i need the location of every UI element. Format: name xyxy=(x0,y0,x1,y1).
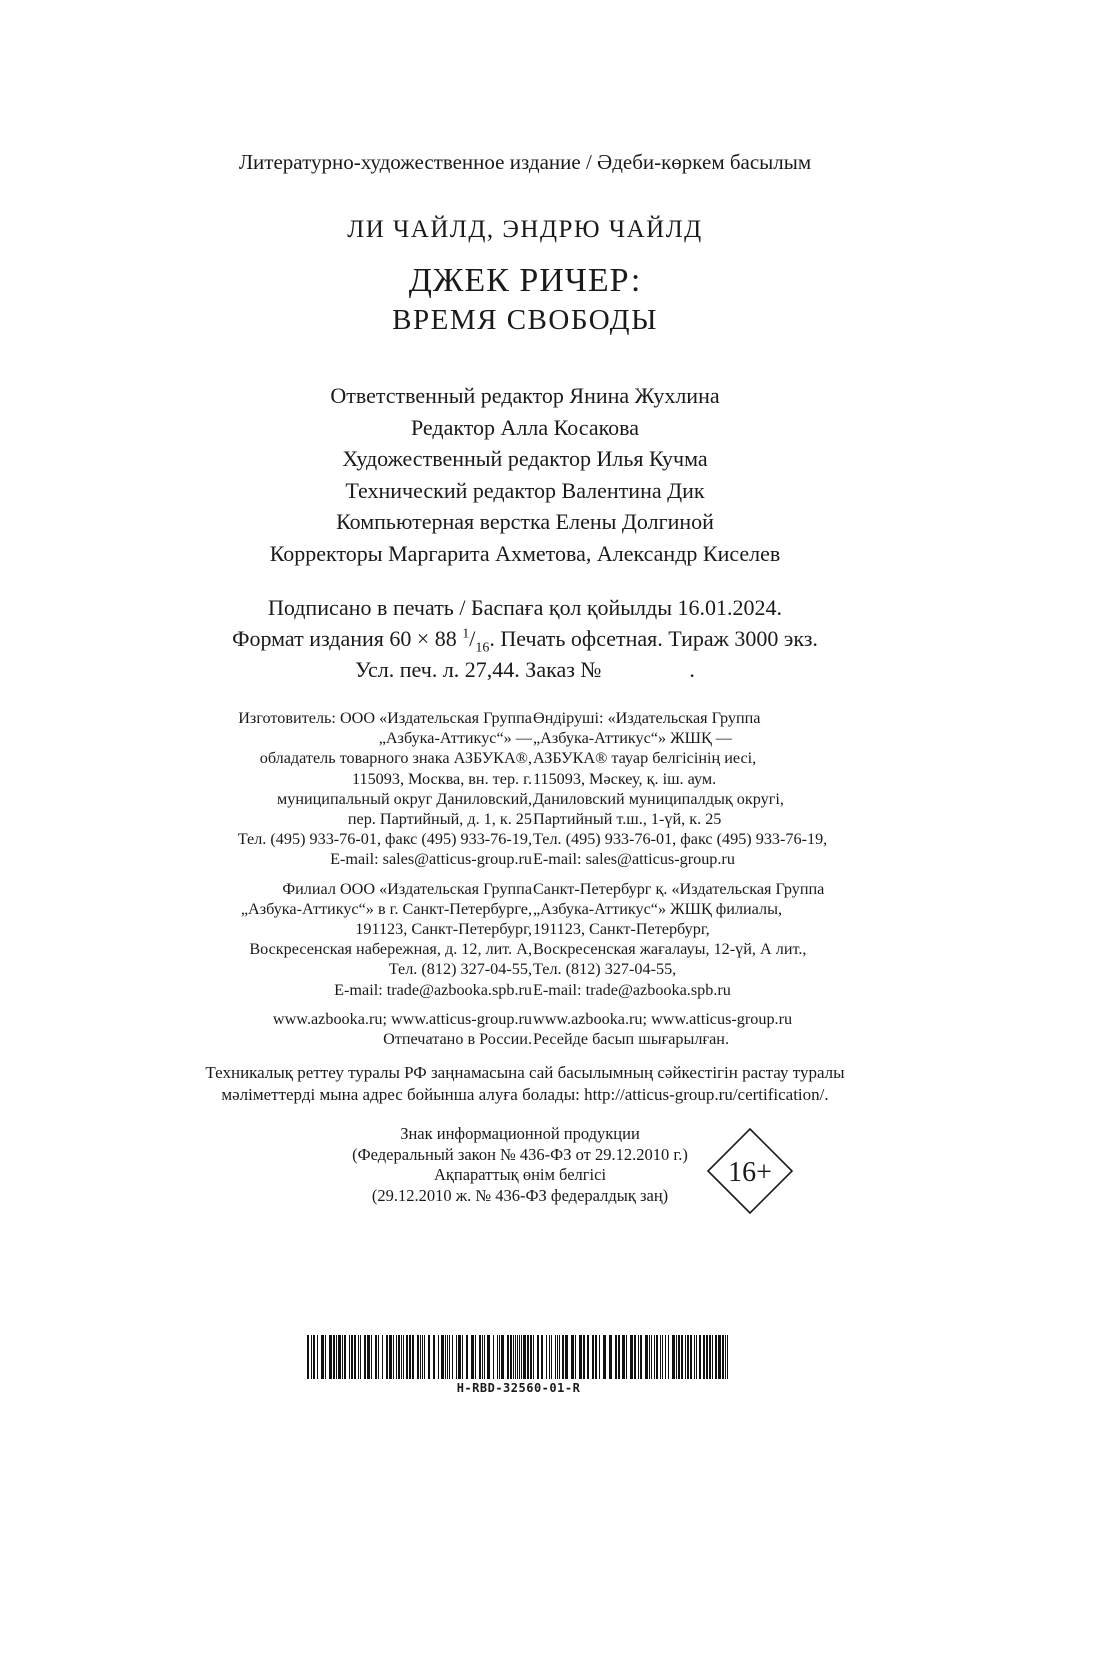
note-line: мәліметтерді мына адрес бойынша алуға болады: http://atticus-group.ru/certification/. xyxy=(221,1084,829,1104)
ru-line: Изготовитель: ООО «Издательская Группа xyxy=(238,709,532,727)
sign-line: Ақпараттық өнім белгісі xyxy=(433,1165,607,1184)
ru-line: E-mail: trade@azbooka.spb.ru xyxy=(334,980,532,999)
sign-line: Знак информационной продукции xyxy=(400,1124,640,1143)
book-authors: ЛИ ЧАЙЛД, ЭНДРЮ ЧАЙЛД xyxy=(347,216,703,243)
age-rating-label: 16+ xyxy=(728,1157,772,1188)
sign-line: (Федеральный закон № 436-ФЗ от 29.12.2010 г.) xyxy=(352,1144,688,1164)
book-title-line2: ВРЕМЯ СВОБОДЫ xyxy=(392,304,658,336)
ru-line: „Азбука-Аттикус“» в г. Санкт-Петербурге, xyxy=(240,899,532,918)
kz-line: Санкт-Петербург қ. «Издательская Группа xyxy=(533,879,825,898)
credit-line: Редактор Алла Косакова xyxy=(410,414,640,440)
print-info-block xyxy=(0,592,1050,685)
note-line: Техникалық реттеу туралы РФ заңнамасына сай басылымның сәйкестігін растау туралы xyxy=(205,1063,845,1082)
kz-line: E-mail: trade@azbooka.spb.ru xyxy=(533,980,731,999)
book-title-line1: ДЖЕК РИЧЕР: xyxy=(408,262,642,299)
ru-line: пер. Партийный, д. 1, к. 25 xyxy=(347,810,532,829)
ru-line: E-mail: sales@atticus-group.ru xyxy=(330,850,532,869)
kz-line: „Азбука-Аттикус“» ЖШҚ филиалы, xyxy=(533,899,783,918)
ru-line: „Азбука-Аттикус“» — xyxy=(378,729,532,748)
barcode-label: H-RBD-32560-01-R xyxy=(456,1381,581,1395)
format-prefix: Формат издания 60 × 88 xyxy=(232,626,463,651)
kz-line: Өндіруші: «Издательская Группа xyxy=(533,709,761,727)
kz-line: Тел. (495) 933-76-01, факс (495) 933-76-19, xyxy=(533,830,828,849)
kz-line: E-mail: sales@atticus-group.ru xyxy=(533,850,735,869)
format-denominator: 16 xyxy=(475,640,490,656)
ru-line: 191123, Санкт-Петербург, xyxy=(355,920,532,939)
credit-line: Ответственный редактор Янина Жухлина xyxy=(330,383,720,408)
format-suffix: . Печать офсетная. Тираж 3000 экз. xyxy=(489,626,818,651)
credit-line: Технический редактор Валентина Дик xyxy=(345,477,705,503)
kz-line: 115093, Мәскеу, қ. іш. аум. xyxy=(533,769,717,788)
kz-line: 191123, Санкт-Петербург, xyxy=(533,920,710,939)
format-slash: / xyxy=(469,626,476,651)
kz-line: Тел. (812) 327-04-55, xyxy=(533,960,677,979)
kz-line: www.azbooka.ru; www.atticus-group.ru xyxy=(533,1009,793,1028)
kz-line: Воскресенская жағалауы, 12-үй, А лит., xyxy=(533,940,807,959)
credit-line: Корректоры Маргарита Ахметова, Александр Киселев xyxy=(269,540,781,566)
kz-line: Даниловский муниципалдық округі, xyxy=(533,789,784,808)
credits-block xyxy=(0,380,1050,569)
kz-line: Партийный т.ш., 1-үй, к. 25 xyxy=(533,810,722,829)
ru-line: Воскресенская набережная, д. 12, лит. А, xyxy=(249,940,532,959)
ru-line: муниципальный округ Даниловский, xyxy=(276,789,532,808)
edition-type: Литературно-художественное издание / Әдеби-көркем басылым xyxy=(238,150,812,174)
info-product-sign xyxy=(300,1124,740,1206)
ru-line: Тел. (495) 933-76-01, факс (495) 933-76-19, xyxy=(237,830,532,849)
credit-line: Компьютерная верстка Елены Долгиной xyxy=(336,509,714,534)
ru-line: Тел. (812) 327-04-55, xyxy=(388,960,532,979)
signed-date: Подписано в печать / Баспаға қол қойылды 16.01.2024. xyxy=(267,595,783,620)
ru-line: www.azbooka.ru; www.atticus-group.ru xyxy=(272,1009,532,1028)
kz-line: Ресейде басып шығарылған. xyxy=(533,1030,730,1049)
ru-line: Филиал ООО «Издательская Группа xyxy=(282,879,532,898)
kz-line: АЗБУКА® тауар белгісінің иесі, xyxy=(533,749,757,768)
ru-line: Отпечатано в России. xyxy=(383,1030,532,1049)
format-numerator: 1 xyxy=(462,626,470,642)
ru-line: обладатель товарного знака АЗБУКА®, xyxy=(259,749,532,768)
age-rating-icon xyxy=(706,1127,794,1215)
kz-line: „Азбука-Аттикус“» ЖШҚ — xyxy=(533,729,732,748)
format-line xyxy=(0,623,1050,654)
manufacturer-kz xyxy=(533,708,953,1049)
manufacturer-ru xyxy=(112,708,532,1049)
sign-line: (29.12.2010 ж. № 436-ФЗ федералдық заң) xyxy=(371,1185,669,1205)
barcode-icon xyxy=(307,1335,730,1379)
certification-note xyxy=(0,1062,1050,1105)
sheets-order: Усл. печ. л. 27,44. Заказ № . xyxy=(355,657,695,682)
ru-line: 115093, Москва, вн. тер. г. xyxy=(351,769,532,788)
credit-line: Художественный редактор Илья Кучма xyxy=(342,446,708,471)
